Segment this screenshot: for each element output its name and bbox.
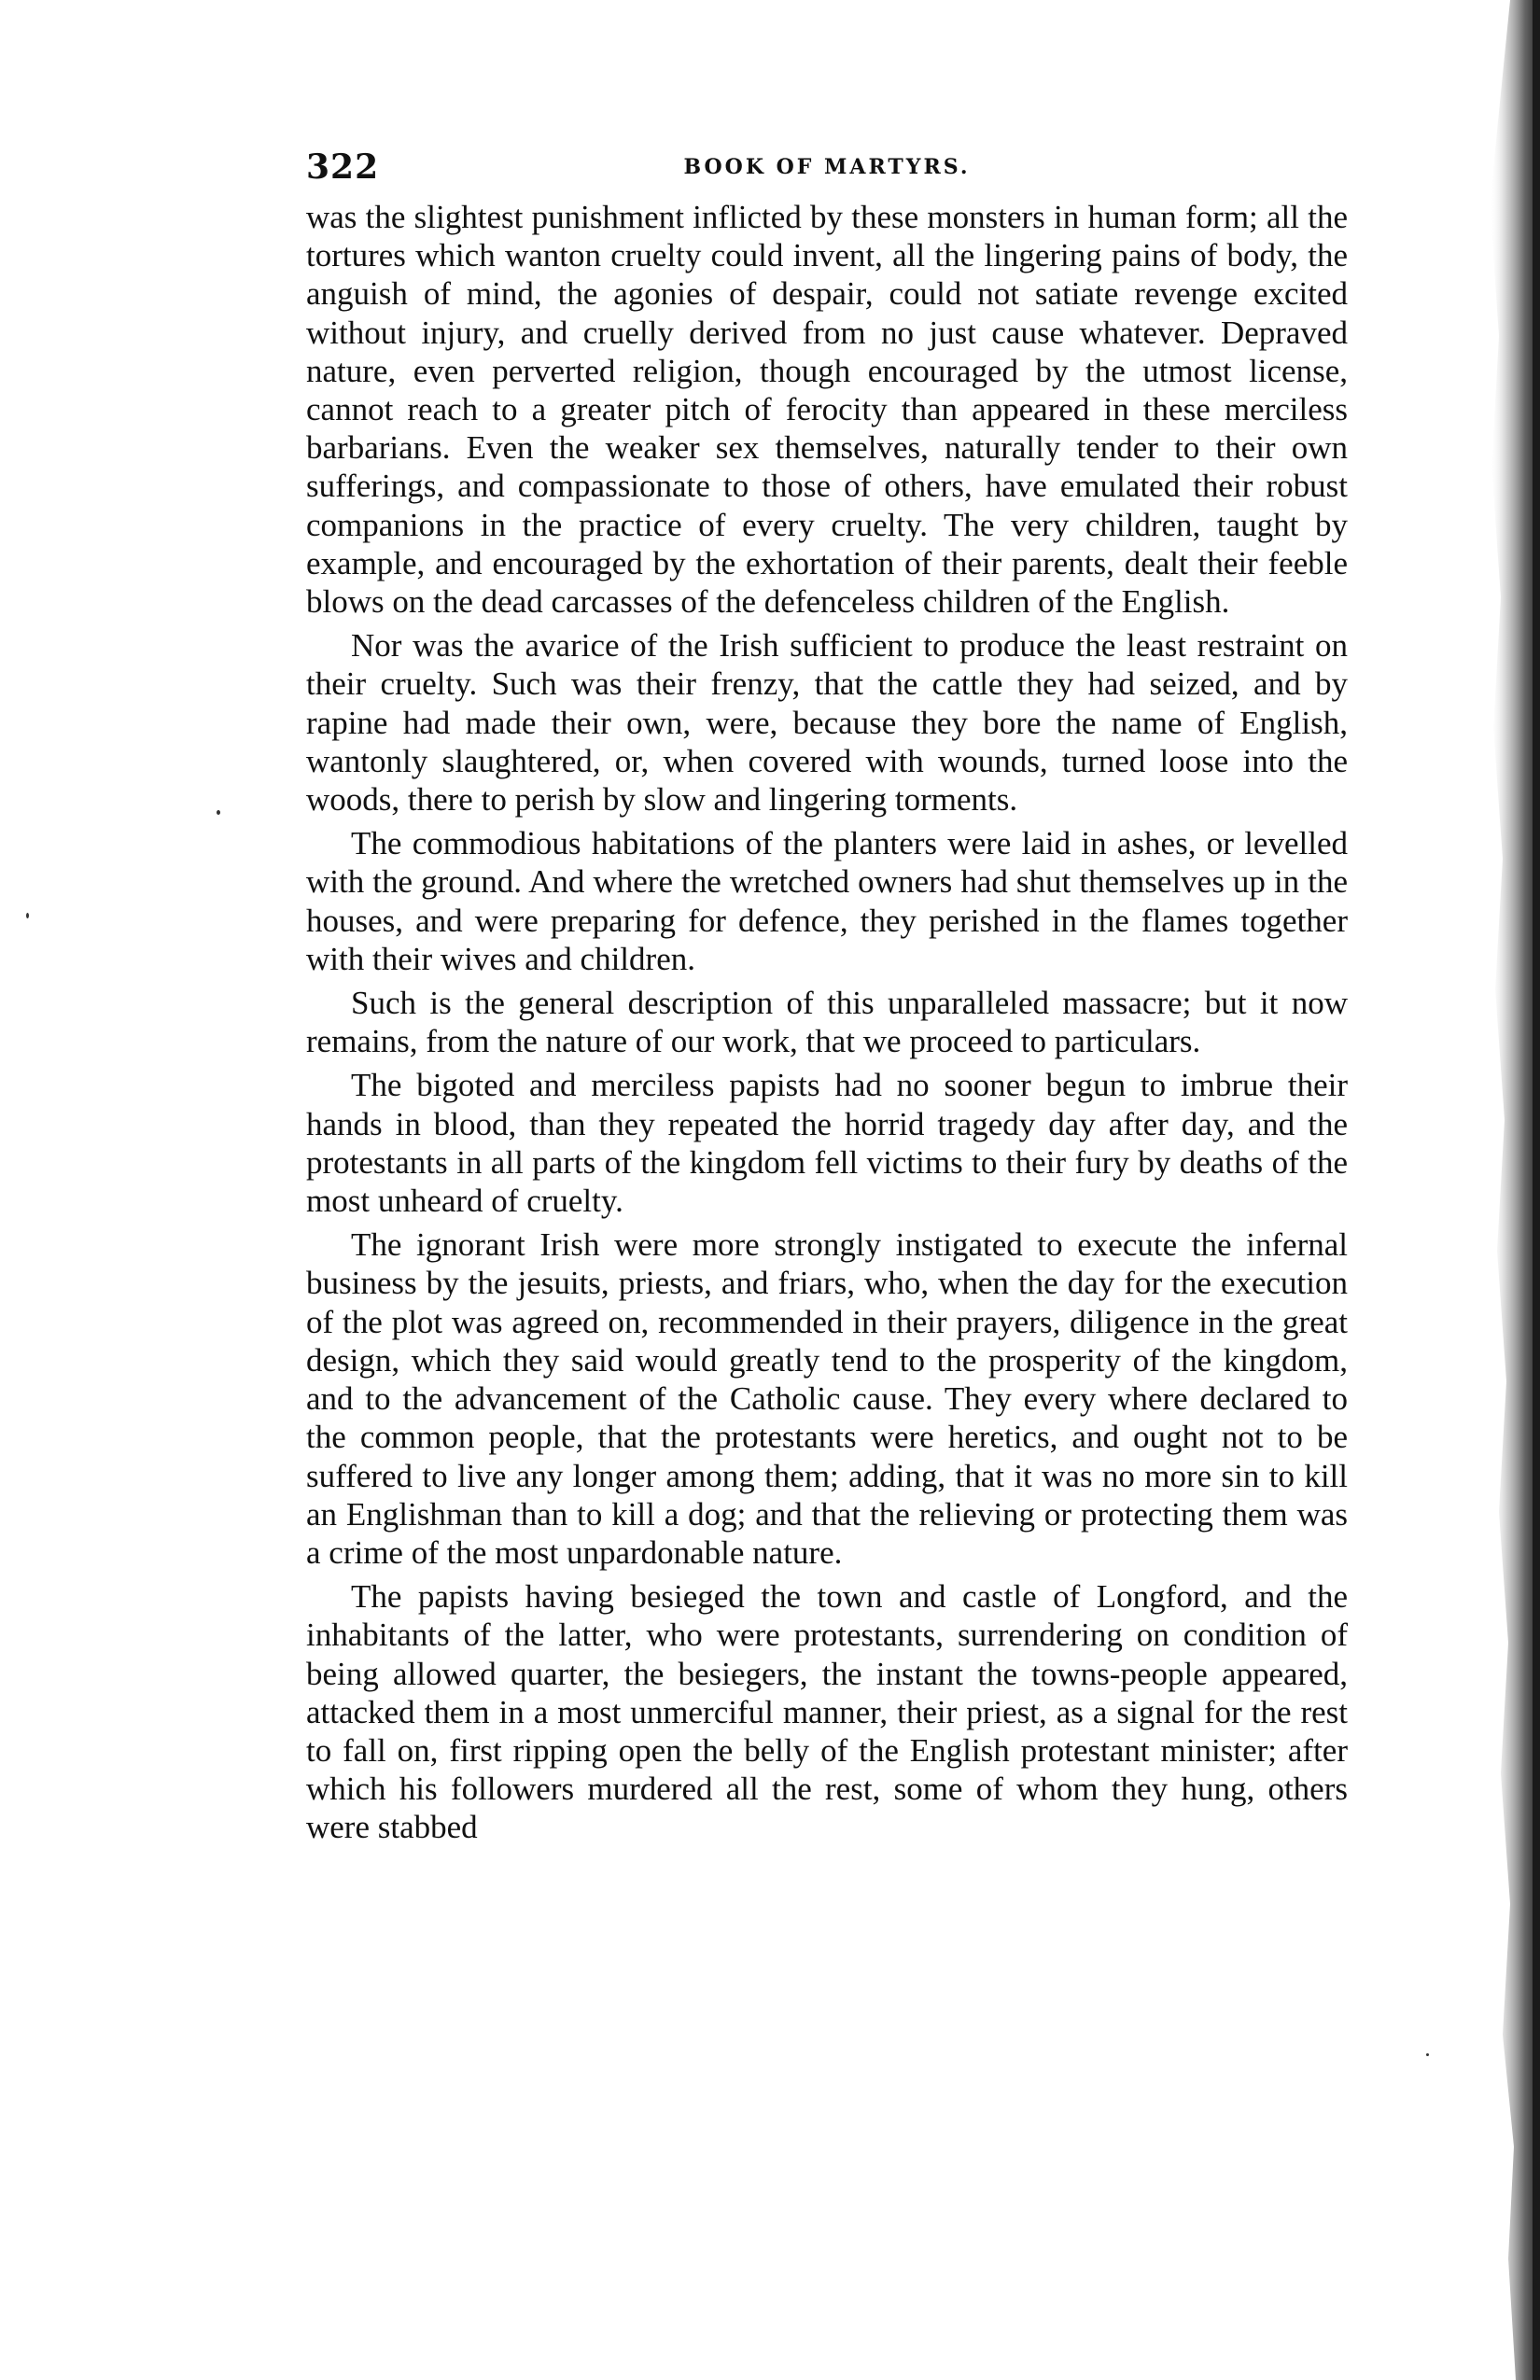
paragraph: The commodious habitations of the planters were laid in ashes, or levelled with the ground. And where the wretched owners had shut themselves up in the houses, and were preparing for defence, they perished in the flames together with their wives and children. [306, 825, 1348, 977]
paragraph: The ignorant Irish were more strongly instigated to execute the infernal business by the jesuits, priests, and friars, who, when the day for the execution of the plot was agreed on, recommended in their prayers, diligence in the great design, which they said would greatly tend to the prosperity of the kingdom, and to the advancement of the Catholic cause. They every where declared to the common people, that the protestants were heretics, and ought not to be suffered to live any longer among them; adding, that it was no more sin to kill an Englishman than to kill a dog; and that the relieving or protecting them was a crime of the most unpardonable nature. [306, 1226, 1348, 1571]
running-head: BOOK OF MARTYRS. [683, 155, 971, 179]
paragraph: Nor was the avarice of the Irish sufficient to produce the least restraint on their cruelty. Such was their frenzy, that the cattle they had seized, and by rapine had made their own, were, because they bore the name of English, wantonly slaughtered, or, when covered with wounds, turned loose into the woods, there to perish by slow and lingering torments. [306, 627, 1348, 819]
scan-edge [1454, 0, 1540, 2380]
scan-speck [217, 810, 220, 815]
paragraph-continued: was the slightest punishment inflicted by these monsters in human form; all the tortures which wanton cruelty could invent, all the lingering pains of body, the anguish of mind, the agonies of despair, could not satiate revenge excited without injury, and cruelly derived from no just cause whatever. Depraved nature, even perverted religion, though encouraged by the utmost license, cannot reach to a greater pitch of ferocity than appeared in these merciless barbarians. Even the weaker sex themselves, naturally tender to their own sufferings, and compassionate to those of others, have emulated their robust companions in the practice of every cruelty. The very children, taught by example, and encouraged by the exhortation of their parents, dealt their feeble blows on the dead carcasses of the defenceless children of the English. [306, 199, 1348, 621]
paragraph: The papists having besieged the town and castle of Longford, and the inhabitants of the latter, who were protestants, surrendering on condition of being allowed quarter, the besiegers, the instant the towns-people appeared, attacked them in a most unmerciful manner, their priest, as a signal for the rest to fall on, first ripping open the belly of the English protestant minister; after which his followers murdered all the rest, some of whom they hung, others were stabbed [306, 1578, 1348, 1846]
page-header [306, 147, 1348, 192]
scan-speck [1426, 2053, 1429, 2056]
paragraph: The bigoted and merciless papists had no sooner begun to imbrue their hands in blood, than they repeated the horrid tragedy day after day, and the protestants in all parts of the kingdom fell victims to their fury by deaths of the most unheard of cruelty. [306, 1067, 1348, 1220]
body-text [306, 198, 1348, 1847]
scan-speck [26, 913, 29, 918]
page-number: 322 [306, 147, 380, 187]
paragraph: Such is the general description of this unparalleled massacre; but it now remains, from the nature of our work, that we proceed to particulars. [306, 985, 1348, 1060]
